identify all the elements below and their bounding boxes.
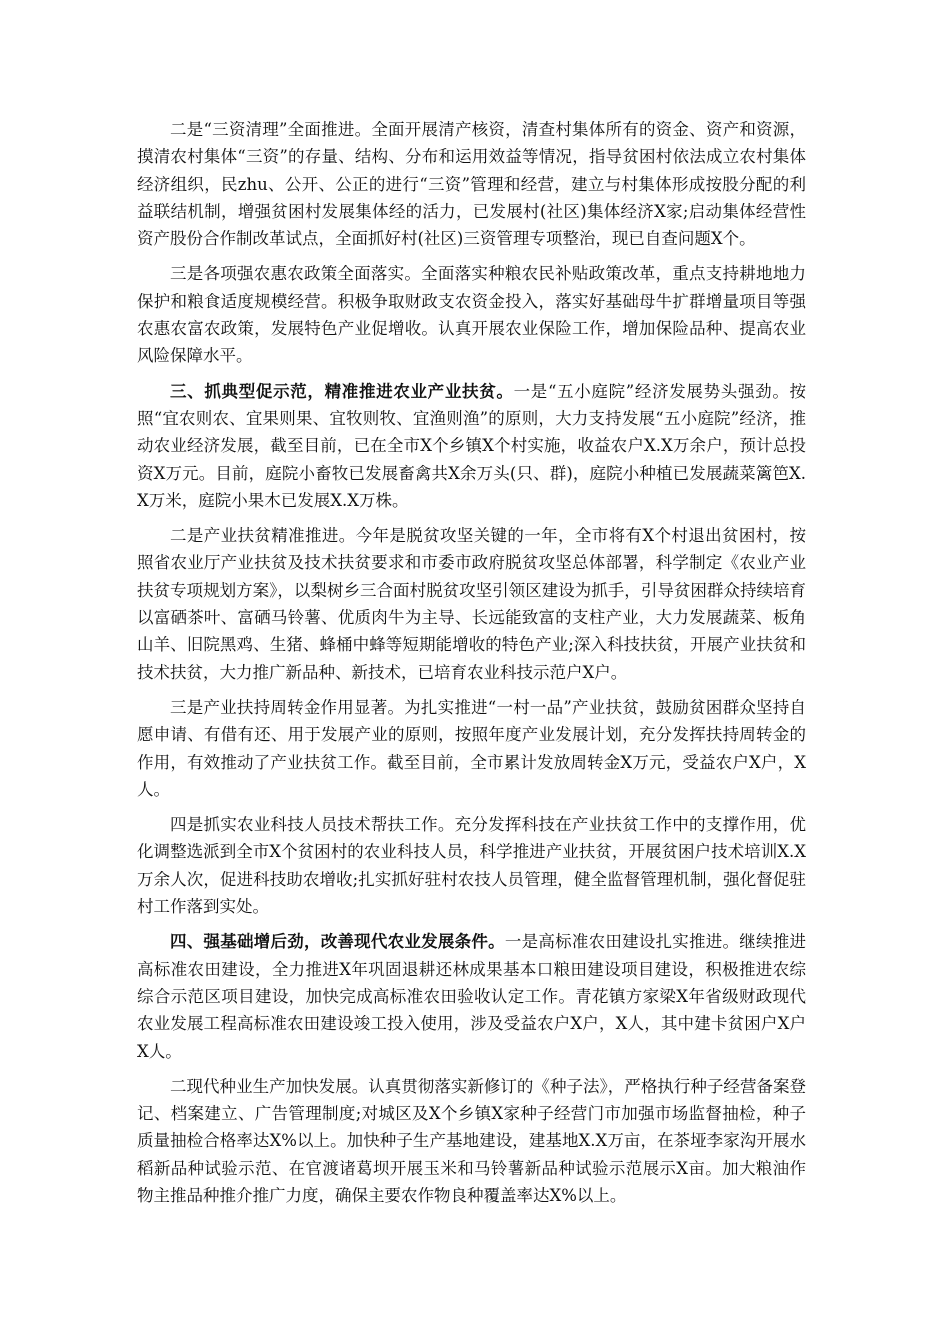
paragraph-text: 二现代种业生产加快发展。认真贯彻落实新修订的《种子法》，严格执行种子经营备案登记、档案建立、广告管理制度;对城区及X个乡镇X家种子经营门市加强市场监督抽检，种子质量抽检合格率达X%以上。加快种子生产基地建设，建基地X.X万亩，在茶垭李家沟开展水稻新品种试验示范、在官渡诸葛坝开展玉米和马铃薯新品种试验示范展示X亩。加大粮油作物主推品种推介推广力度，确保主要农作物良种覆盖率达X%以上。 xyxy=(137,1076,806,1205)
paragraph-text: 一是“五小庭院”经济发展势头强劲。按照“宜农则农、宜果则果、宜牧则牧、宜渔则渔”的原则，大力支持发展“五小庭院”经济，推动农业经济发展，截至目前，已在全市X个乡镇X个村实施，收益农户X.X万余户，预计总投资X万元。目前，庭院小畜牧已发展畜禽共X余万头(只、群)，庭院小种植已发展蔬菜篱笆X.X万米，庭院小果木已发展X.X万株。 xyxy=(137,381,807,510)
paragraph-4 xyxy=(137,694,806,803)
paragraph-text: 一是高标准农田建设扎实推进。继续推进高标准农田建设，全力推进X年巩固退耕还林成果基本口粮田建设项目建设，积极推进农综综合示范区项目建设，加快完成高标准农田验收认定工作。青花镇方家梁X年省级财政现代农业发展工程高标准农田建设竣工投入使用，涉及受益农户X户，X人，其中建卡贫困户X户X人。 xyxy=(137,932,807,1061)
document-body xyxy=(137,116,806,1217)
paragraph-text: 四是抓实农业科技人员技术帮扶工作。充分发挥科技在产业扶贫工作中的支撑作用，优化调整选派到全市X个贫困村的农业科技人员，科学推进产业扶贫，开展贫困户技术培训X.X万余人次，促进科技助农增收;扎实抓好驻村农技人员管理，健全监督管理机制，强化督促驻村工作落到实处。 xyxy=(137,815,806,917)
paragraph-3 xyxy=(137,522,806,686)
paragraph-7 xyxy=(137,1073,806,1209)
paragraph-1 xyxy=(137,260,806,369)
paragraph-text: 三是各项强农惠农政策全面落实。全面落实种粮农民补贴政策改革，重点支持耕地地力保护和粮食适度规模经营。积极争取财政支农资金投入，落实好基础母牛扩群增量项目等强农惠农富农政策，发展特色产业促增收。认真开展农业保险工作，增加保险品种、提高农业风险保障水平。 xyxy=(137,264,806,366)
paragraph-6 xyxy=(137,928,806,1064)
paragraph-text: 二是产业扶贫精准推进。今年是脱贫攻坚关键的一年，全市将有X个村退出贫困村，按照省农业厅产业扶贫及技术扶贫要求和市委市政府脱贫攻坚总体部署，科学制定《农业产业扶贫专项规划方案》，以梨树乡三合面村脱贫攻坚引领区建设为抓手，引导贫困群众持续培育以富硒茶叶、富硒马铃薯、优质肉牛为主导、长远能致富的支柱产业，大力发展蔬菜、板角山羊、旧院黑鸡、生猪、蜂桶中蜂等短期能增收的特色产业;深入科技扶贫，开展产业扶贫和技术扶贫，大力推广新品种、新技术，已培育农业科技示范户X户。 xyxy=(137,526,806,682)
section-heading-four: 四、强基础增后劲，改善现代农业发展条件。 xyxy=(170,932,505,952)
paragraph-5 xyxy=(137,811,806,920)
paragraph-text: 三是产业扶持周转金作用显著。为扎实推进“一村一品”产业扶贫，鼓励贫困群众坚持自愿申请、有借有还、用于发展产业的原则，按照年度产业发展计划，充分发挥扶持周转金的作用，有效推动了产业扶贫工作。截至目前，全市累计发放周转金X万元，受益农户X户，X人。 xyxy=(137,697,806,799)
paragraph-2 xyxy=(137,378,806,514)
paragraph-text: 二是“三资清理”全面推进。全面开展清产核资，清查村集体所有的资金、资产和资源，摸清农村集体“三资”的存量、结构、分布和运用效益等情况，指导贫困村依法成立农村集体经济组织，民zhu、公开、公正的进行“三资”管理和经营，建立与村集体形成按股分配的利益联结机制，增强贫困村发展集体经的活力，已发展村(社区)集体经济X家;启动集体经营性资产股份合作制改革试点，全面抓好村(社区)三资管理专项整治，现已自查问题X个。 xyxy=(137,120,806,249)
paragraph-0 xyxy=(137,116,806,252)
section-heading-three: 三、抓典型促示范，精准推进农业产业扶贫。 xyxy=(170,381,514,401)
